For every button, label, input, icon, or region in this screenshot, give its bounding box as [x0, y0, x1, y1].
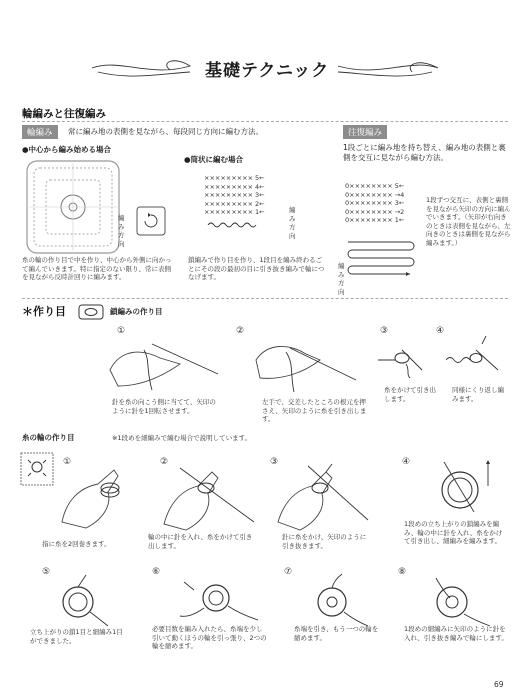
stitch-row: 0××××××××: [345, 207, 393, 216]
stitch-row: ×××××××××: [204, 182, 254, 191]
ring-step-4-number: ④: [402, 457, 411, 467]
flat-stitch-chart: [345, 182, 404, 225]
row-label: 3←: [394, 199, 405, 207]
ring-step-7-number: ⑦: [284, 567, 293, 577]
ring-step-3-hand-illustration: [268, 462, 378, 542]
tube-stitch-chart: [204, 174, 265, 217]
ring-step-7-caption: 糸端を引き、もう一つの輪を縮めます。: [294, 625, 379, 642]
stitch-row: ×××××××××: [204, 174, 254, 182]
round-description: 常に編み地の表側を見ながら、毎段同じ方向に編む方法。: [68, 127, 263, 136]
vertical-label-direction-3: 編み方向: [338, 262, 345, 296]
stitch-row: ×××××××××: [204, 199, 254, 208]
section-heading-foundation: ＊作り目: [22, 305, 66, 318]
row-label: 2←: [255, 199, 265, 208]
ring-step-1-hand-illustration: [52, 462, 152, 542]
center-start-title: ●中心から編み始める場合: [22, 145, 112, 154]
stitch-row: 0××××××××: [345, 199, 393, 207]
ring-step-4-caption: 1段めの立ち上がりの鎖編みを編み、輪の中に針を入れ、糸をかけて引き出し、細編みを編みます。: [404, 520, 503, 545]
tube-title: ●筒状に編む場合: [184, 155, 244, 164]
ring-step-6-illustration: [164, 572, 274, 632]
round-label-badge: 輪編み: [22, 125, 58, 139]
ring-symbol-icon: [20, 452, 54, 486]
ring-step-2-number: ②: [160, 457, 169, 467]
ring-step-3-number: ③: [270, 457, 279, 467]
row-label: 4←: [255, 182, 265, 191]
page-title: 基礎テクニック: [205, 61, 330, 81]
chain-step-4-number: ④: [436, 326, 445, 336]
ring-step-3-caption: 針に糸をかけ、矢印のように引き抜きます。: [282, 533, 367, 550]
chain-title: 鎖編みの作り目: [110, 307, 163, 316]
row-label: 1←: [255, 208, 265, 216]
chain-step-3-caption: 糸をかけて引き出します。: [384, 386, 436, 403]
chain-step-4-caption: 同様にくり返し編みます。: [452, 386, 504, 403]
section-heading-round-flat: 輪編みと往復編み: [22, 108, 106, 120]
row-label: 3←: [255, 191, 265, 199]
chain-step-2-hand-illustration: [250, 330, 360, 400]
chain-step-4-illustration: [444, 340, 504, 380]
ring-step-1-caption: 指に糸を2回巻きます。: [42, 540, 111, 548]
ring-step-2-caption: 輪の中に針を入れ、糸をかけて引き出します。: [148, 533, 253, 550]
ring-step-8-caption: 1段めの細編みに矢印のように針を入れ、引き抜き編みで輪にします。: [404, 625, 508, 642]
row-label: →4: [394, 190, 405, 199]
row-label: 1←: [394, 216, 405, 224]
ring-step-5-illustration: [34, 572, 124, 632]
center-start-caption: 糸の輪の作り目で中を作り、中心から外側に向かって編んでいきます。特に指定のない限り、常に表側を見ながら反時計回りに編みます。: [22, 256, 172, 281]
ring-step-6-caption: 必要目数を編み入れたら、糸端を少し引いて動くほうの輪を引っ張り、2つの輪を縮めます。: [152, 625, 267, 650]
divider: [22, 298, 508, 299]
stitch-row: 0××××××××: [345, 182, 393, 190]
stitch-row: ×××××××××: [204, 208, 254, 216]
flat-label-badge: 往復編み: [343, 125, 387, 139]
stitch-row: ×××××××××: [204, 191, 254, 199]
flat-description: 1段ごとに編み地を持ち替え、編み地の表側と裏側を交互に見ながら編む方法。: [343, 143, 506, 162]
ring-step-8-number: ⑧: [398, 567, 407, 577]
tube-caption: 鎖編みで作り目を作り、1段目を編み終わるごとにその段の最初の目に引き抜き編みで輪につなげます。: [188, 256, 325, 281]
ring-step-5-caption: 立ち上がりの鎖1目と細編み1目ができました。: [30, 628, 123, 645]
flat-caption: 1段ずつ交互に、表側と裏側を見ながら矢印の方向に編んでいきます。（矢印が右向きのときは表側を見ながら、左向きのときは裏側を見ながら編みます。）: [426, 196, 511, 247]
chain-step-2-number: ②: [236, 326, 245, 336]
chain-oval-icon: [78, 304, 104, 320]
chain-base-row: [206, 220, 266, 230]
ring-step-5-number: ⑤: [42, 567, 51, 577]
ring-step-4-illustration: [414, 452, 514, 522]
ring-step-7-illustration: [290, 572, 380, 632]
row-label: 5←: [255, 174, 265, 182]
chain-step-1-hand-illustration: [100, 330, 220, 400]
row-label: 5←: [394, 182, 405, 190]
spiral-arrow-icon: [132, 202, 172, 242]
ring-step-6-number: ⑥: [152, 567, 161, 577]
granny-square-diagram: [24, 158, 124, 258]
zigzag-direction-diagram: [344, 236, 424, 286]
vertical-label-direction-2: 編み方向: [289, 206, 296, 240]
chain-step-3-illustration: [376, 340, 426, 380]
row-label: →2: [394, 207, 405, 216]
ring-note: ※1段めを細編みで編む場合で説明しています。: [112, 434, 252, 442]
ring-step-1-number: ①: [63, 457, 72, 467]
chain-step-1-caption: 針を糸の向こう側に当てて、矢印のように針を1回転させます。: [112, 398, 216, 415]
divider: [22, 121, 508, 122]
vertical-label-direction-1: 編み方向: [118, 214, 125, 248]
chain-step-2-caption: 左手で、交差したところの根元を押さえ、矢印のように糸を引き出します。: [262, 398, 367, 423]
page-number: 69: [494, 680, 504, 689]
ring-title: 糸の輪の作り目: [22, 433, 75, 442]
ring-step-8-illustration: [406, 572, 506, 632]
stitch-row: 0××××××××: [345, 216, 393, 224]
chain-step-3-number: ③: [380, 326, 389, 336]
chain-step-1-number: ①: [117, 326, 126, 336]
ring-step-2-hand-illustration: [150, 462, 260, 542]
stitch-row: 0××××××××: [345, 190, 393, 199]
